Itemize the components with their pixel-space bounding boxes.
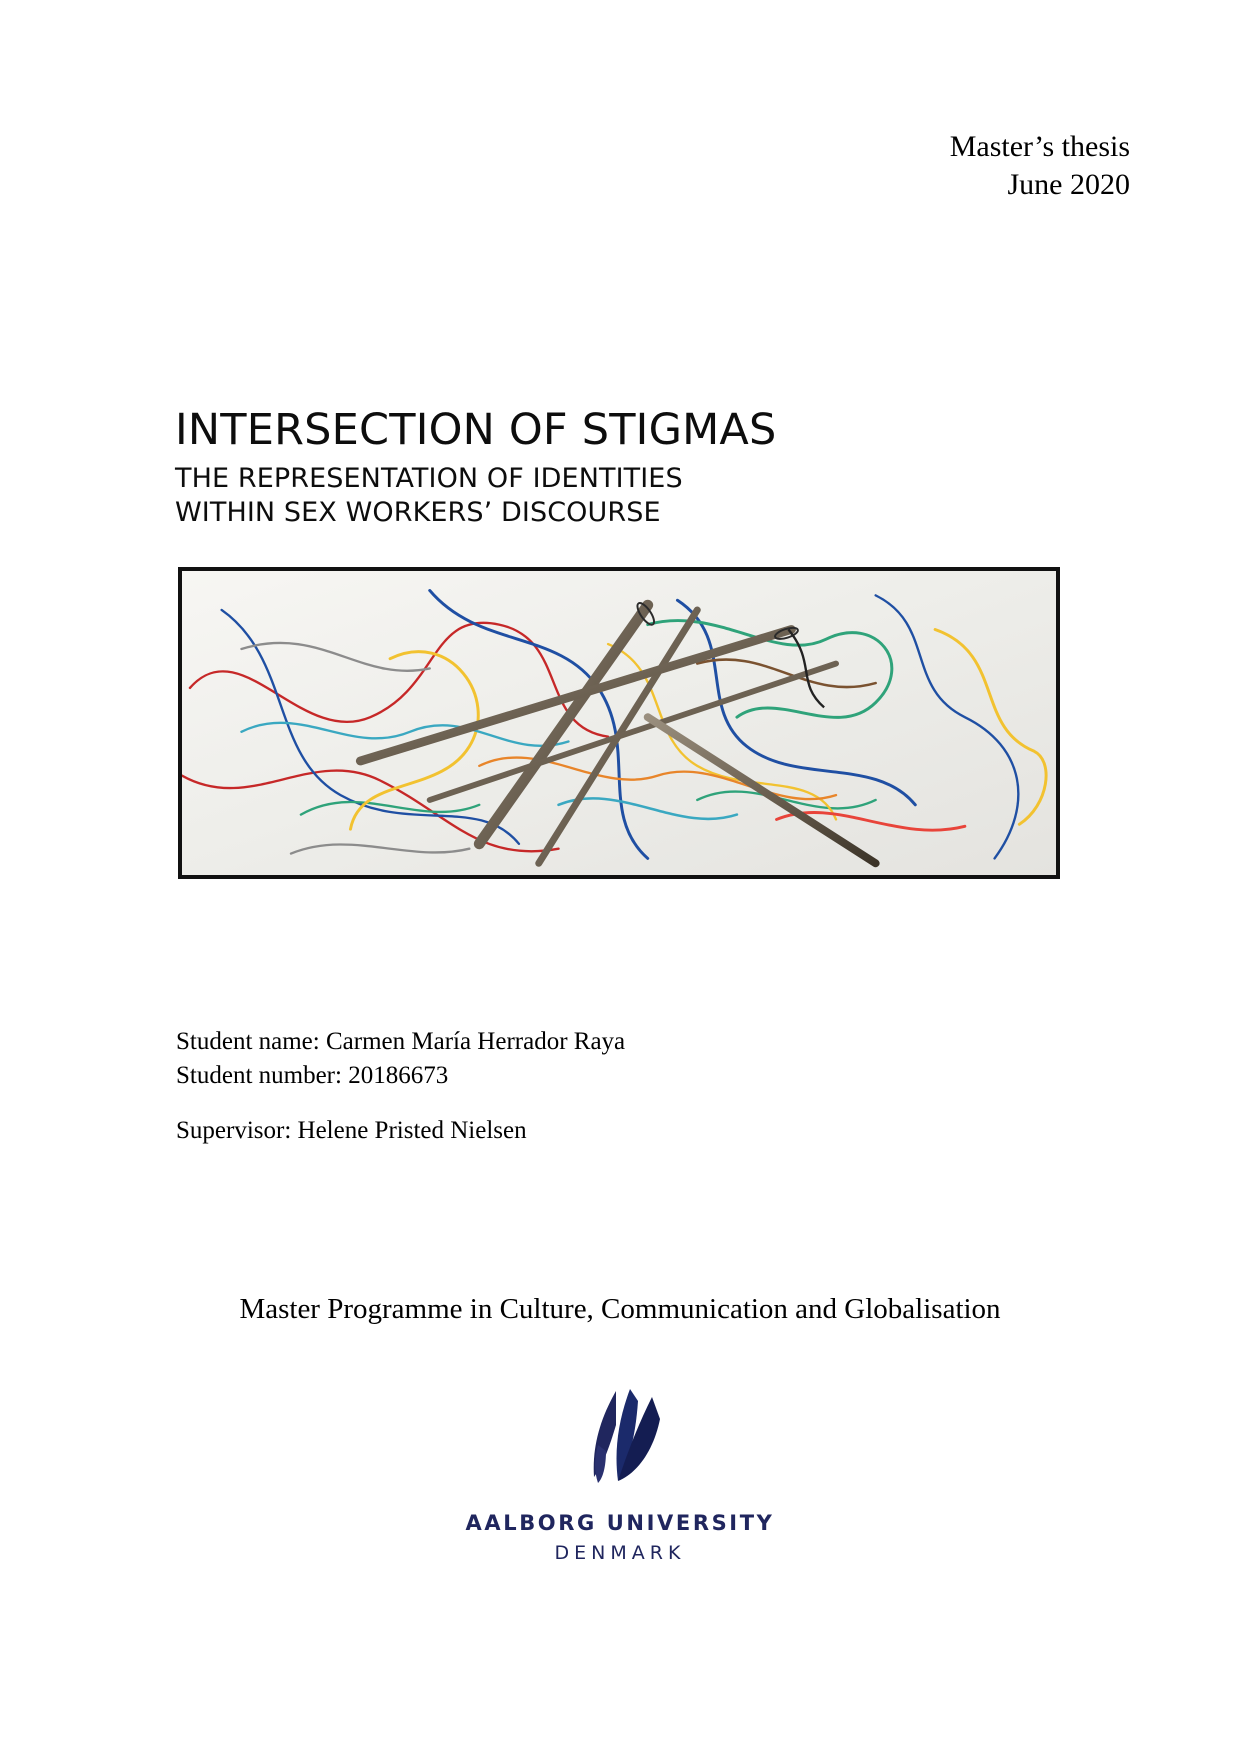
cover-image bbox=[178, 567, 1060, 879]
university-country: DENMARK bbox=[554, 1542, 686, 1564]
aau-wave-icon bbox=[560, 1385, 680, 1493]
subtitle-line-1: THE REPRESENTATION OF IDENTITIES bbox=[175, 462, 683, 494]
university-logo bbox=[0, 1385, 1240, 1564]
cover-illustration bbox=[182, 571, 1056, 875]
subtitle-line-2: WITHIN SEX WORKERS’ DISCOURSE bbox=[175, 497, 661, 529]
thesis-type: Master’s thesis bbox=[949, 130, 1130, 163]
student-info bbox=[176, 1025, 625, 1148]
student-name: Student name: Carmen María Herrador Raya bbox=[176, 1028, 626, 1055]
thesis-date: June 2020 bbox=[1007, 168, 1130, 202]
student-number: Student number: 20186673 bbox=[176, 1061, 449, 1089]
student-info-spacer bbox=[176, 1092, 625, 1114]
supervisor: Supervisor: Helene Pristed Nielsen bbox=[176, 1117, 527, 1144]
title-block bbox=[175, 405, 777, 531]
university-name: AALBORG UNIVERSITY bbox=[465, 1511, 775, 1535]
programme-line: Master Programme in Culture, Communication and Globalisation bbox=[239, 1293, 1001, 1325]
page-title: INTERSECTION OF STIGMAS bbox=[175, 405, 777, 455]
thesis-header bbox=[950, 128, 1130, 205]
